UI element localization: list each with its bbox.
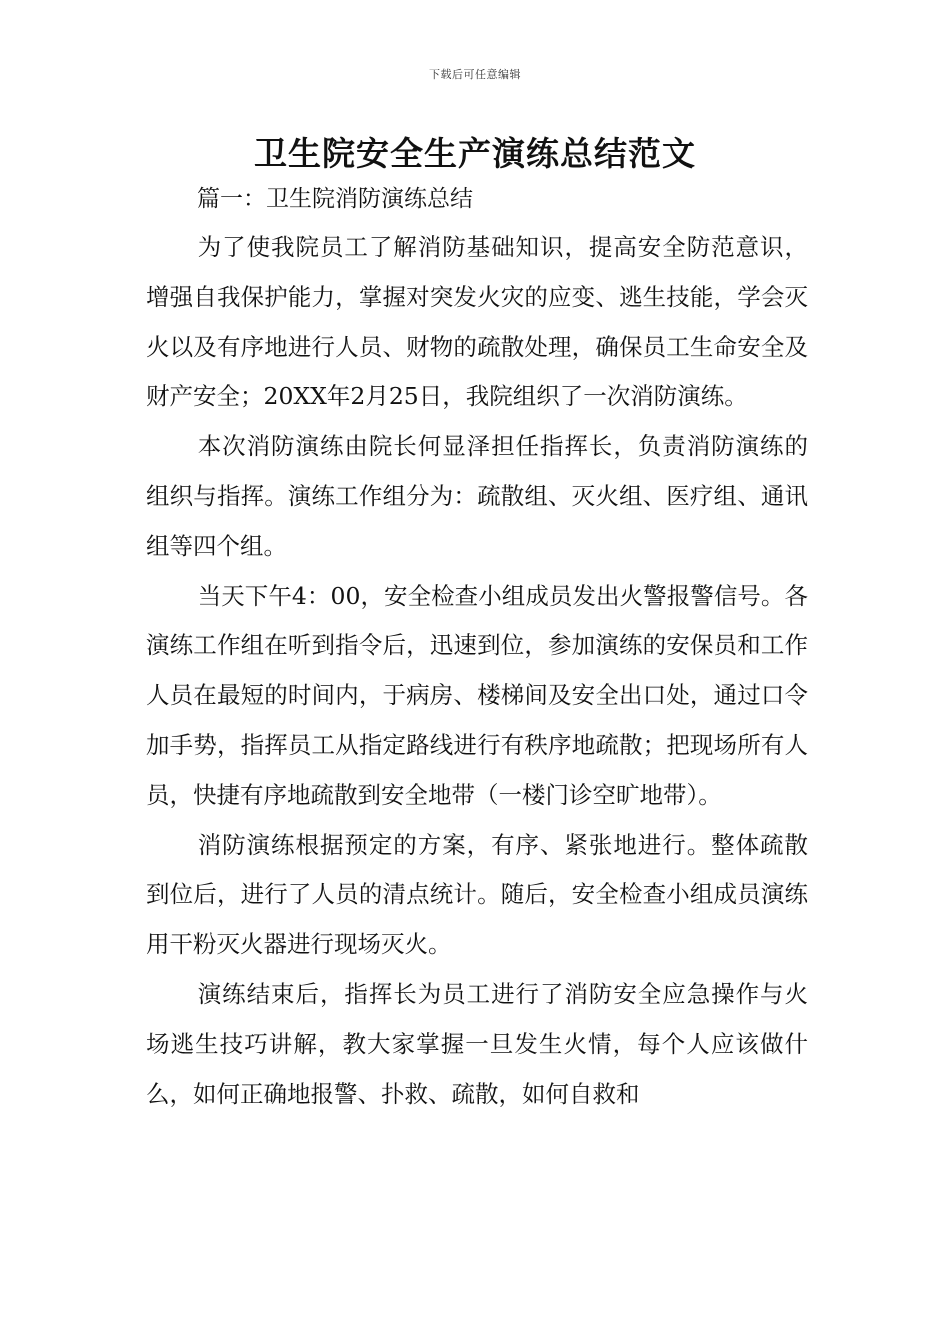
paragraph-3: 当天下午4：00，安全检查小组成员发出火警报警信号。各演练工作组在听到指令后，迅速到位，参加演练的安保员和工作人员在最短的时间内，于病房、楼梯间及安全出口处，通过口令加手势，指挥员工从指定路线进行有秩序地疏散；把现场所有人员，快捷有序地疏散到安全地带（一楼门诊空旷地带）。 xyxy=(146,581,808,809)
paragraph-4: 消防演练根据预定的方案，有序、紧张地进行。整体疏散到位后，进行了人员的清点统计。随后，安全检查小组成员演练用干粉灭火器进行现场灭火。 xyxy=(146,830,808,959)
section-heading: 篇一：卫生院消防演练总结 xyxy=(197,186,473,212)
document-body xyxy=(146,223,808,1119)
page-header-note: 下载后可任意编辑 xyxy=(429,68,521,81)
paragraph-5: 演练结束后，指挥长为员工进行了消防安全应急操作与火场逃生技巧讲解，教大家掌握一旦发生火情，每个人应该做什么，如何正确地报警、扑救、疏散，如何自救和 xyxy=(146,979,808,1108)
paragraph-2: 本次消防演练由院长何显泽担任指挥长，负责消防演练的组织与指挥。演练工作组分为：疏散组、灭火组、医疗组、通讯组等四个组。 xyxy=(146,432,808,560)
document-title: 卫生院安全生产演练总结范文 xyxy=(254,134,696,173)
paragraph-1: 为了使我院员工了解消防基础知识，提高安全防范意识，增强自我保护能力，掌握对突发火灾的应变、逃生技能，学会灭火以及有序地进行人员、财物的疏散处理，确保员工生命安全及财产安全；20XX年2月25日，我院组织了一次消防演练。 xyxy=(146,233,808,411)
